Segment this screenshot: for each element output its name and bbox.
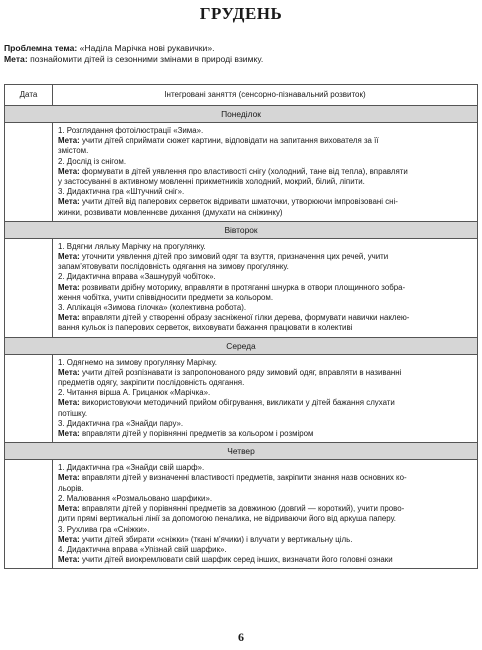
day-row (5, 106, 478, 123)
activity-line: вання кульок із паперових серветок, виховувати бажання працювати в колективі (58, 323, 353, 333)
activities-table (4, 84, 478, 569)
activity-line: Мета: формувати в дітей уявлення про властивості снігу (холодний, тане від тепла), вправляти (58, 166, 408, 176)
activity-line: 1. Дидактична гра «Знайди свій шарф». (58, 463, 205, 473)
day-row (5, 443, 478, 460)
activity-line: Мета: учити дітей від паперових серветок відривати шматочки, утворюючи імпровізовані сні- (58, 197, 398, 207)
activity-line: 1. Розглядання фотоілюстрації «Зима». (58, 126, 204, 135)
activity-line: Мета: вправляти дітей у створенні образу засніженої гілки дерева, формувати навички наклею- (58, 313, 410, 323)
date-cell (5, 354, 53, 443)
activity-line: 3. Дидактична гра «Штучний сніг». (58, 187, 185, 197)
day-name: Середа (5, 337, 478, 354)
activity-line: Мета: вправляти дітей у порівнянні предметів за кольором і розміром (58, 429, 314, 439)
activity-line: 4. Дидактична вправа «Упізнай свій шарфик». (58, 544, 227, 554)
activities-cell (53, 123, 478, 222)
activity-line: 2. Дидактична вправа «Зашнуруй чобіток». (58, 272, 216, 282)
date-cell (5, 238, 53, 337)
activity-line: 2. Читання вірша А. Грицанюк «Марічка». (58, 388, 211, 398)
activity-line: ження чобітка, учити співвідносити предмети за кольором. (58, 292, 274, 302)
goal-value: познайомити дітей із сезонними змінами в природі взимку. (27, 54, 264, 64)
problem-theme-label: Проблемна тема: (4, 43, 78, 53)
column-header-activities: Інтегровані заняття (сенсорно-пізнавальний розвиток) (53, 85, 478, 106)
activity-line: 2. Малювання «Розмальовано шарфики». (58, 493, 213, 503)
activity-line: Мета: учити дітей виокремлювати свій шарфик серед інших, визначати його головні ознаки (58, 555, 393, 565)
date-cell (5, 460, 53, 569)
day-row (5, 221, 478, 238)
activities-cell (53, 460, 478, 569)
activity-line: запам’ятовувати послідовність одягання на зимову прогулянку. (58, 262, 289, 272)
activity-line: Мета: учити дітей сприймати сюжет картини, відповідати на запитання вихователя за її (58, 136, 379, 146)
activity-line: 3. Рухлива гра «Сніжки». (58, 524, 150, 534)
activity-line: потішку. (58, 408, 88, 418)
table-header-row (5, 85, 478, 106)
activity-line: 3. Дидактична гра «Знайди пару». (58, 418, 184, 428)
table-body (5, 106, 478, 569)
activity-line: льорів. (58, 483, 84, 493)
day-name: Четвер (5, 443, 478, 460)
activity-line: 2. Дослід із снігом. (58, 156, 127, 166)
day-row (5, 337, 478, 354)
activity-line: Мета: уточнити уявлення дітей про зимовий одяг та взуття, призначення цих речей, учити (58, 252, 389, 262)
activity-line: змістом. (58, 146, 89, 156)
day-name: Вівторок (5, 221, 478, 238)
day-content-row (5, 123, 478, 222)
activity-line: 1. Одягнемо на зимову прогулянку Марічку. (58, 357, 217, 367)
page-title: ГРУДЕНЬ (199, 4, 283, 23)
activity-line: предметів одягу, закріпити послідовність одягання. (58, 378, 245, 388)
activity-line: 1. Вдягни ляльку Марічку на прогулянку. (58, 241, 206, 251)
activity-line: у застосуванні в активному мовленні прикметників холодний, мокрий, білий, ліпити. (58, 177, 365, 187)
day-content-row (5, 460, 478, 569)
day-content-row (5, 354, 478, 443)
day-name: Понеділок (5, 106, 478, 123)
problem-theme-value: «Наділа Марічка нові рукавички». (77, 43, 215, 53)
activity-line: Мета: учити дітей збирати «сніжки» (ткані м’ячики) і влучати у вертикальну ціль. (58, 534, 353, 544)
activities-cell (53, 238, 478, 337)
activity-line: Мета: використовуючи методичний прийом обігрування, викликати у дітей бажання слухати (58, 398, 395, 408)
goal (4, 54, 478, 65)
activity-line: 3. Аплікація «Зимова гілочка» (колективна робота). (58, 303, 247, 313)
activities-cell (53, 354, 478, 443)
column-header-date: Дата (5, 85, 53, 106)
goal-label: Мета: (4, 54, 28, 64)
activity-line: Мета: вправляти дітей у визначенні властивості предметів, закріпити знання назв основних ко- (58, 473, 407, 483)
day-content-row (5, 238, 478, 337)
page-number: 6 (238, 630, 244, 644)
activity-line: Мета: розвивати дрібну моторику, вправляти в протяганні шнурка в отвори площинного зобра- (58, 282, 406, 292)
activity-line: Мета: вправляти дітей у порівнянні предметів за довжиною (довгий — короткий), учити прово- (58, 504, 405, 514)
lesson-meta (4, 43, 478, 65)
date-cell (5, 123, 53, 222)
activity-line: дити прямі вертикальні лінії за допомогою пеналика, не відриваючи його від аркуша паперу. (58, 514, 396, 524)
activity-line: жинки, розвивати мовленнєве дихання (дмухати на сніжинку) (58, 207, 283, 217)
activity-line: Мета: учити дітей розпізнавати із запропонованого ряду зимовий одяг, вправляти в називанні (58, 367, 402, 377)
problem-theme (4, 43, 478, 54)
